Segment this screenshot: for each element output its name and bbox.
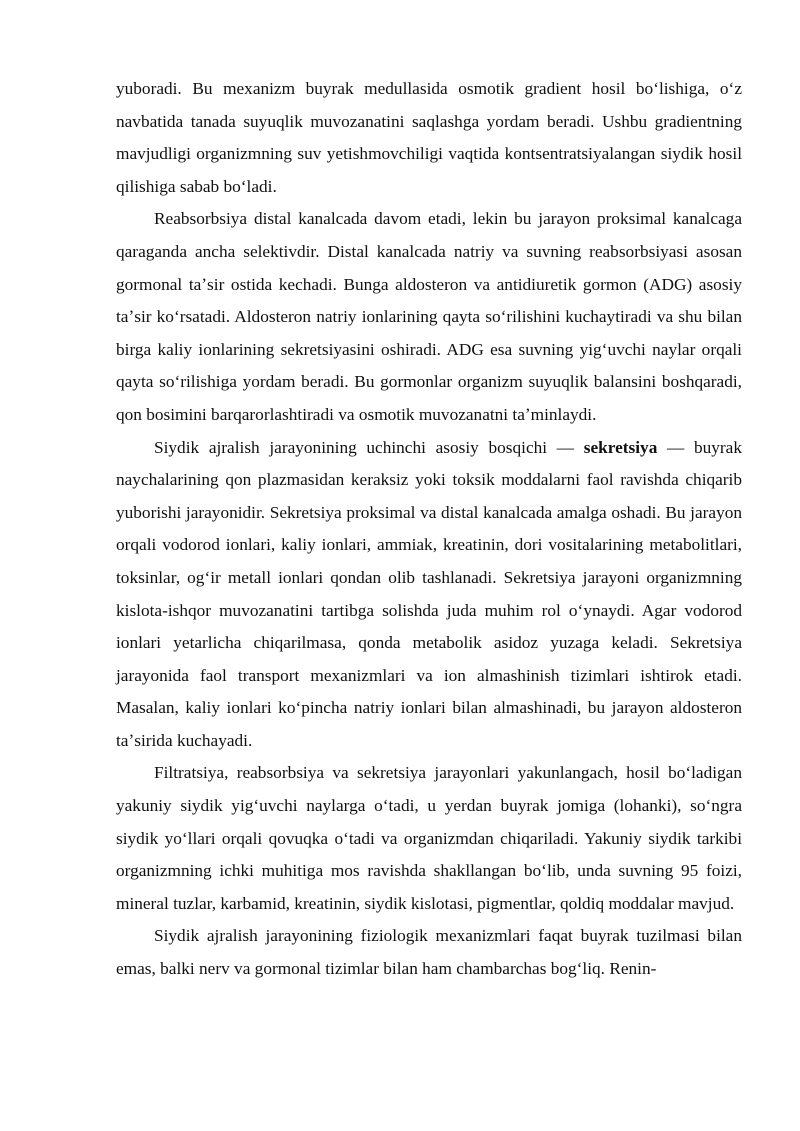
paragraph-3-text-before: Siydik ajralish jarayonining uchinchi asosiy bosqichi — bbox=[154, 437, 584, 457]
paragraph-5: Siydik ajralish jarayonining fiziologik mexanizmlari faqat buyrak tuzilmasi bilan emas, balki nerv va gormonal tizimlar bilan ham chambarchas bogʻliq. Renin- bbox=[116, 926, 742, 979]
paragraph-2: Reabsorbsiya distal kanalcada davom etadi, lekin bu jarayon proksimal kanalcaga qaraganda ancha selektivdir. Distal kanalcada natriy va suvning reabsorbsiyasi asosan gormonal taʼsir ostida kechadi. Bunga aldosteron va antidiuretik gormon (ADG) asosiy taʼsir koʻrsatadi. Aldosteron natriy ionlarining qayta soʻrilishini kuchaytiradi va shu bilan birga kaliy ionlarining sekretsiyasini oshiradi. ADG esa suvning yigʻuvchi naylar orqali qayta soʻrilishiga yordam beradi. Bu gormonlar organizm suyuqlik balansini boshqaradi, qon bosimini barqarorlashtiradi va osmotik muvozanatni taʼminlaydi. bbox=[116, 209, 742, 424]
document-page bbox=[116, 73, 742, 986]
paragraph-1: yuboradi. Bu mexanizm buyrak medullasida osmotik gradient hosil boʻlishiga, oʻz navbatida tanada suyuqlik muvozanatini saqlashga yordam beradi. Ushbu gradientning mavjudligi organizmning suv yetishmovchiligi vaqtida kontsentratsiyalangan siydik hosil qilishiga sabab boʻladi. bbox=[116, 79, 742, 196]
term-sekretsiya: sekretsiya bbox=[583, 437, 658, 457]
paragraph-4: Filtratsiya, reabsorbsiya va sekretsiya jarayonlari yakunlangach, hosil boʻladigan yakuniy siydik yigʻuvchi naylarga oʻtadi, u yerdan buyrak jomiga (lohanki), soʻngra siydik yoʻllari orqali qovuqka oʻtadi va organizmdan chiqariladi. Yakuniy siydik tarkibi organizmning ichki muhitiga mos ravishda shakllangan boʻlib, unda suvning 95 foizi, mineral tuzlar, karbamid, kreatinin, siydik kislotasi, pigmentlar, qoldiq moddalar mavjud. bbox=[116, 763, 742, 913]
paragraph-3-text-after: — buyrak naychalarining qon plazmasidan keraksiz yoki toksik moddalarni faol ravishda chiqarib yuborishi jarayonidir. Sekretsiya proksimal va distal kanalcada amalga oshadi. Bu jarayon orqali vodorod ionlari, kaliy ionlari, ammiak, kreatinin, dori vositalarining metabolitlari, toksinlar, ogʻir metall ionlari qondan olib tashlanadi. Sekretsiya jarayoni organizmning kislota-ishqor muvozanatini tartibga solishda juda muhim rol oʻynaydi. Agar vodorod ionlari yetarlicha chiqarilmasa, qonda metabolik asidoz yuzaga keladi. Sekretsiya jarayonida faol transport mexanizmlari va ion almashinish tizimlari ishtirok etadi. Masalan, kaliy ionlari koʻpincha natriy ionlari bilan almashinadi, bu jarayon aldosteron taʼsirida kuchayadi. bbox=[116, 437, 742, 750]
paragraph-3 bbox=[116, 432, 742, 758]
